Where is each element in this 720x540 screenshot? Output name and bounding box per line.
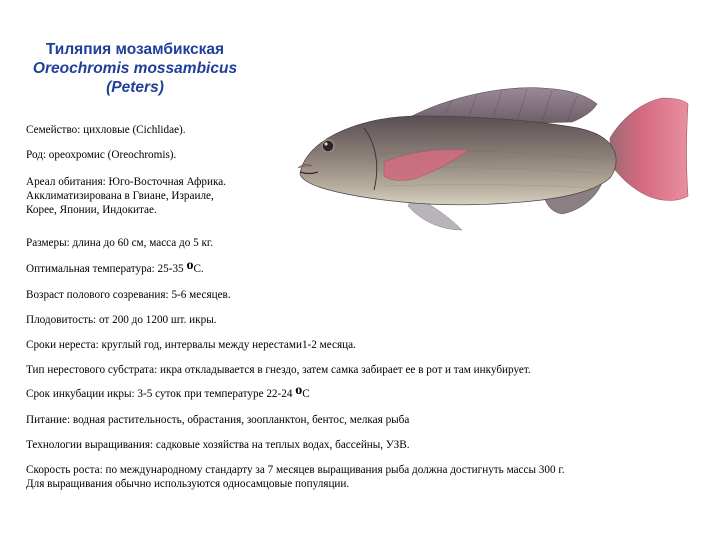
fact-growth: Скорость роста: по международному стандарту за 7 месяцев выращивания рыба должна достигнуть массы 300 г. Для выращивания обычно используются односамцовые популяции. xyxy=(26,464,565,490)
title-latin: Oreochromis mossambicus xyxy=(32,60,238,77)
fact-family: Семейство: цихловые (Cichlidae). xyxy=(26,124,186,136)
fact-range: Ареал обитания: Юго-Восточная Африка. Акклиматизирована в Гвиане, Израиле, Корее, Японии, Индокитае. xyxy=(26,176,227,216)
fact-technology: Технологии выращивания: садковые хозяйства на теплых водах, бассейны, УЗВ. xyxy=(26,439,410,451)
fact-maturity: Возраст полового созревания: 5-6 месяцев. xyxy=(26,289,231,301)
title-russian: Тиляпия мозамбикская xyxy=(45,41,225,58)
fact-substrate: Тип нерестового субстрата: икра откладывается в гнездо, затем самка забирает ее в рот и там инкубирует. xyxy=(26,364,531,376)
tilapia-fish-image xyxy=(292,78,692,238)
title-author: (Peters) xyxy=(106,79,164,96)
fact-temperature: Оптимальная температура: 25-35 оС. xyxy=(26,258,204,275)
fact-size: Размеры: длина до 60 см, масса до 5 кг. xyxy=(26,237,214,249)
fact-fecundity: Плодовитость: от 200 до 1200 шт. икры. xyxy=(26,314,217,326)
fish-eye xyxy=(322,140,334,152)
fact-spawning: Сроки нереста: круглый год, интервалы между нерестами1-2 месяца. xyxy=(26,339,356,351)
fact-food: Питание: водная растительность, обрастания, зоопланктон, бентос, мелкая рыба xyxy=(26,414,410,426)
fish-body xyxy=(300,116,616,205)
title-block xyxy=(26,40,244,97)
tail-fin xyxy=(610,98,688,201)
fact-genus: Род: ореохромис (Oreochromis). xyxy=(26,149,177,161)
fact-incubation: Срок инкубации икры: 3-5 суток при температуре 22-24 оС xyxy=(26,383,310,400)
